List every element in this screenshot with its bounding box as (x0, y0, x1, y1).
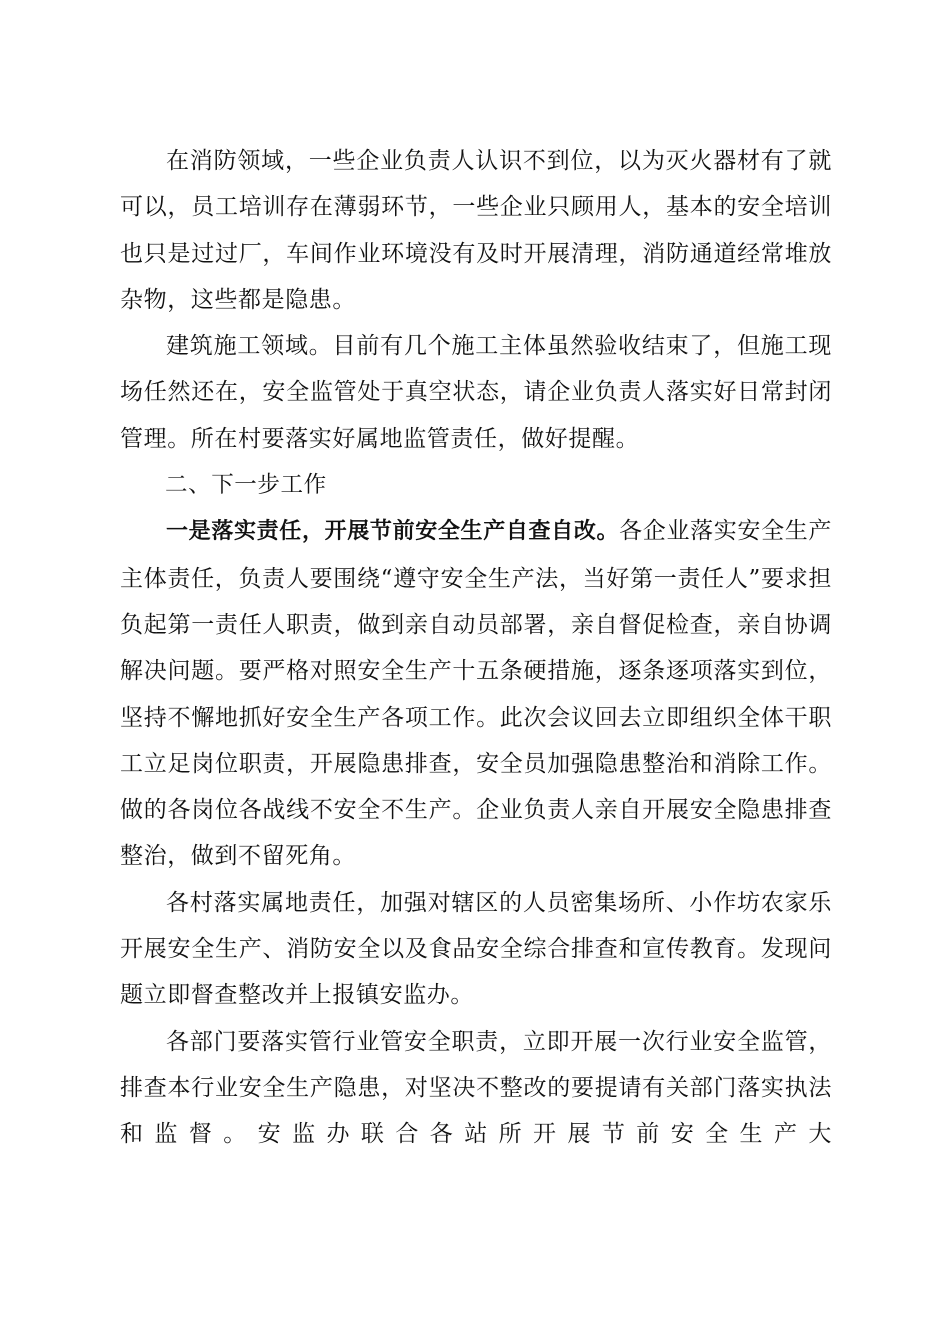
paragraph-departments: 各部门要落实管行业管安全职责，立即开展一次行业安全监管，排查本行业安全生产隐患，对坚决不整改的要提请有关部门落实执法和监督。安监办联合各站所开展节前安全生产大 (120, 1028, 832, 1148)
document-body (120, 138, 832, 1158)
paragraph-responsibility (120, 508, 832, 879)
section-heading: 二、下一步工作 (165, 472, 327, 499)
paragraph-fire-safety: 在消防领域，一些企业负责人认识不到位，以为灭火器材有了就可以，员工培训存在薄弱环节，一些企业只顾用人，基本的安全培训也只是过过厂，车间作业环境没有及时开展清理，消防通道经常堆放杂物，这些都是隐患。 (120, 148, 832, 313)
paragraph-villages: 各村落实属地责任，加强对辖区的人员密集场所、小作坊农家乐开展安全生产、消防安全以及食品安全综合排查和宣传教育。发现问题立即督查整改并上报镇安监办。 (120, 889, 832, 1009)
paragraph-construction: 建筑施工领域。目前有几个施工主体虽然验收结束了，但施工现场任然还在，安全监管处于真空状态，请企业负责人落实好日常封闭管理。所在村要落实好属地监管责任，做好提醒。 (120, 333, 832, 452)
paragraph-responsibility-text: 各企业落实安全生产主体责任，负责人要围绕“遵守安全生产法，当好第一责任人”要求担负起第一责任人职责，做到亲自动员部署，亲自督促检查，亲自协调解决问题。要严格对照安全生产十五条硬措施，逐条逐项落实到位，坚持不懈地抓好安全生产各项工作。此次会议回去立即组织全体干职工立足岗位职责，开展隐患排查，安全员加强隐患整治和消除工作。做的各岗位各战线不安全不生产。企业负责人亲自开展安全隐患排查整治，做到不留死角。 (120, 518, 832, 870)
paragraph-lead-bold: 一是落实责任，开展节前安全生产自查自改。 (166, 519, 620, 545)
